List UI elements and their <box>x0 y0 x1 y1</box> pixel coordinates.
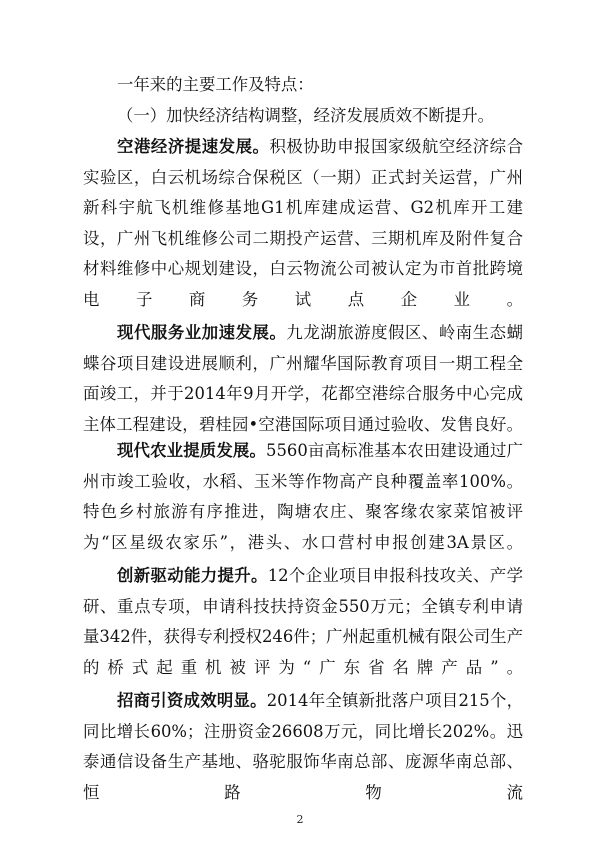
paragraph-body: 12个企业项目申报科技攻关、产学研、重点专项，申请科技扶持资金550万元；全镇专利申请量342件，获得专利授权246件；广州起重机械有限公司生产的桥式起重机被评为“广东省名牌产品”。 <box>83 566 524 677</box>
section-heading: （一）加快经济结构调整，经济发展质效不断提升。 <box>117 106 494 125</box>
paragraph-body: 2014年全镇新批落户项目215个，同比增长60%；注册资金26608万元，同比增长202%。迅泰通信设备生产基地、骆驼服饰华南总部、庞源华南总部、恒路物流 <box>83 691 524 802</box>
paragraph-body: 5560亩高标准基本农田建设通过广州市竣工验收，水稻、玉米等作物高产良种覆盖率100%。特色乡村旅游有序推进，陶塘农庄、聚客缘农家菜馆被评为“区星级农家乐”，港头、水口营村申报创建3A景区。 <box>83 441 524 552</box>
intro-line: 一年来的主要工作及特点： <box>117 75 314 94</box>
paragraph-investment <box>83 686 524 802</box>
paragraph-body: 积极协助申报国家级航空经济综合实验区，白云机场综合保税区（一期）正式封关运营，广州新科宇航飞机维修基地G1机库建成运营、G2机库开工建设，广州飞机维修公司二期投产运营、三期机库及附件复合材料维修中心规划建设，白云物流公司被认定为市首批跨境电子商务试点企业。 <box>83 137 524 309</box>
paragraph-lead: 招商引资成效明显。 <box>117 691 267 710</box>
paragraph-modern-services <box>83 318 523 440</box>
paragraph-lead: 现代农业提质发展。 <box>117 441 267 460</box>
paragraph-lead: 现代服务业加速发展。 <box>117 323 287 342</box>
paragraph-body: 九龙湖旅游度假区、岭南生态蝴蝶谷项目建设进展顺利，广州耀华国际教育项目一期工程全面竣工，并于2014年9月开学，花都空港综合服务中心完成主体工程建设，碧桂园•空港国际项目通过验收、发售良好。 <box>83 323 524 434</box>
paragraph-lead: 创新驱动能力提升。 <box>117 566 268 585</box>
paragraph-lead: 空港经济提速发展。 <box>117 137 270 156</box>
page-number: 2 <box>296 813 304 826</box>
paragraph-modern-agriculture <box>83 436 523 558</box>
paragraph-airport-economy <box>83 132 523 315</box>
paragraph-innovation <box>83 561 523 683</box>
